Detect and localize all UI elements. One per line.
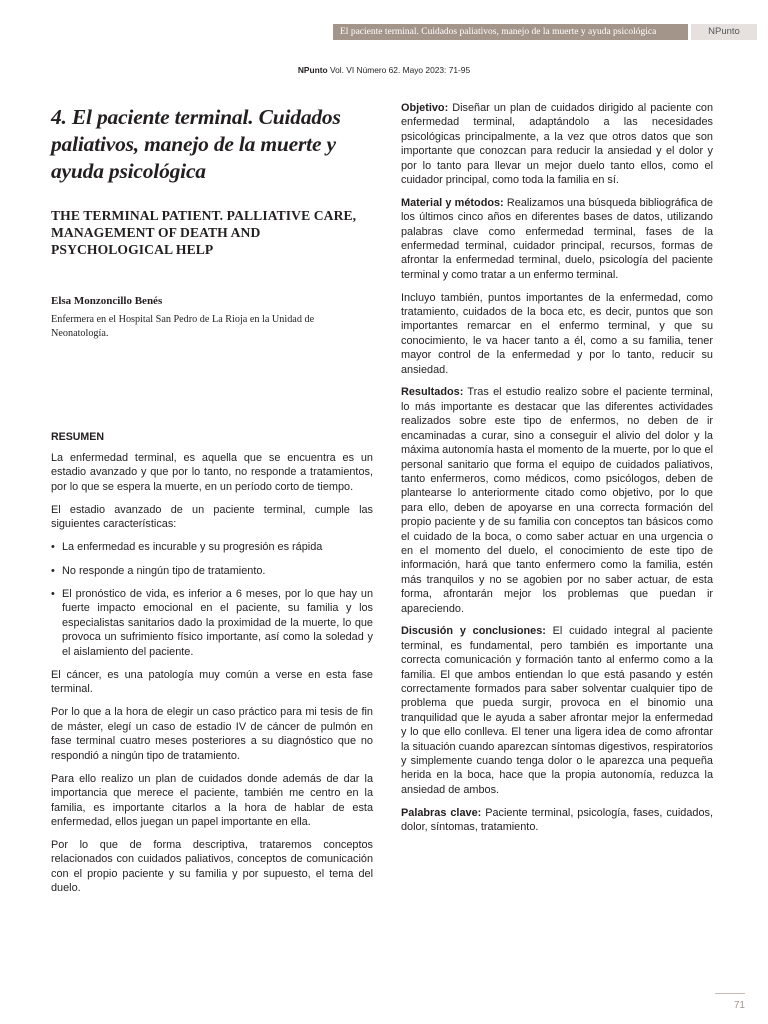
list-item: [51, 587, 373, 659]
palabras-label: Palabras clave:: [401, 806, 482, 819]
author-name: Elsa Monzoncillo Benés: [51, 295, 163, 307]
citation: [0, 65, 768, 75]
objetivo-text: Diseñar un plan de cuidados dirigido al paciente con enfermedad terminal, adaptándolo a las necesidades psicológicas principalmente, a la vez que otros datos que son importante que conozcan para reducir la ansiedad y el dolor y por lo tanto para llevar un mejor duelo tanto ellos, como el cuidador principal, como toda la familia en sí.: [401, 102, 713, 187]
journal-tab: NPunto: [691, 24, 757, 40]
bullet-icon: •: [51, 541, 55, 554]
page-divider: [715, 993, 745, 994]
running-title: El paciente terminal. Cuidados paliativos, manejo de la muerte y ayuda psicológica: [333, 24, 688, 40]
resultados-paragraph: [401, 385, 713, 616]
citation-journal: NPunto: [297, 65, 328, 75]
list-item-text: El pronóstico de vida, es inferior a 6 meses, por lo que hay un fuerte impacto emocional en el paciente, su familia y los especialistas sanitarios dado la proximidad de la muerte, lo que provoca un sufrimiento físico importante, así como la soledad y el aislamiento del paciente.: [62, 588, 373, 658]
bullet-icon: •: [51, 564, 55, 577]
discusion-text: El cuidado integral al paciente terminal, es fundamental, pero también es importante una correcta comunicación y formación tanto al enfermo como a la familia. El que ambos entiendan lo que está pasando y estén correctamente formados para saber solventar cualquier tipo de problema que pueda surgir, provoca en el binomio una tranquilidad que le ayuda a saber afrontar mejor la enfermedad y lo que ello conlleva. El tener una ligera idea de como afrontar la situación cuando aparezcan síntomas digestivos, respiratorios y simplemente cuando tenga dolor o le aparezca una pequeña herida en la boca, hace que la propia autonomía, reduzca la ansiedad de ambos.: [401, 625, 713, 796]
list-item-text: La enfermedad es incurable y su progresión es rápida: [62, 541, 323, 554]
author-affiliation: Enfermera en el Hospital San Pedro de La Rioja en la Unidad de Neonatología.: [51, 314, 315, 339]
palabras-text: Paciente terminal, psicología, fases, cuidados, dolor, síntomas, tratamiento.: [401, 806, 713, 834]
list-item: [51, 564, 373, 578]
running-header: [333, 24, 757, 40]
right-column: [401, 101, 713, 843]
resumen-paragraph-1: La enfermedad terminal, es aquella que se encuentra es un estadio avanzado y que por lo tanto, no responde a tratamientos, por lo que se espera la muerte, en un período corto de tiempo.: [51, 452, 373, 493]
resumen-heading: RESUMEN: [51, 431, 104, 443]
characteristics-list: [51, 540, 373, 659]
resumen-paragraph-2: El estadio avanzado de un paciente terminal, cumple las siguientes características:: [51, 503, 373, 531]
list-item: [51, 540, 373, 554]
incluyo-paragraph: Incluyo también, puntos importantes de la enfermedad, como tratamiento, cuidados de la boca etc, es decir, puntos que son importantes remarcar en el enfermo terminal, y que su conocimiento, le va hacer tanto a él, como a su familia, tener mayor control de la enfermedad y por lo tanto, reducir su ansiedad.: [401, 291, 713, 376]
resultados-text: Tras el estudio realizo sobre el paciente terminal, lo más importante es destacar que las diferentes actividades realizados sobre este tipo de enfermos, no deben de ir encaminadas a curar, sino a conseguir el alivio del dolor y la máxima autonomía hasta el momento de la muerte, por lo que el personal sanitario que forma el equipo de cuidados paliativos, tanto enfermeros, como médicos, como psicólogos, deben de plantearse lo anteriormente citado como objetivo, por lo que para ello, deben de apoyarse en una correcta formación del propio paciente y de su familia con conceptos tan básicos como el cuidado de la boca, o como saber actuar en una urgencia o en el momento del duelo, el conocimiento de este tipo de información, hará que tanto enfermero como la familia, estén más tranquilos y no se agobien por no saber actuar, de esta forma, afrontarán mejor los problemas que puedan ir apareciendo.: [401, 386, 713, 615]
list-item-text: No responde a ningún tipo de tratamiento.: [62, 564, 266, 577]
left-column: [51, 104, 373, 904]
palabras-paragraph: [401, 806, 713, 835]
material-label: Material y métodos:: [401, 196, 504, 209]
resultados-label: Resultados:: [401, 386, 464, 399]
discusion-paragraph: [401, 624, 713, 797]
page-number: 71: [733, 1000, 745, 1011]
material-text: Realizamos una búsqueda bibliográfica de los últimos cinco años en diferentes bases de datos, utilizando palabras clave como enfermedad terminal, fases de la enfermedad terminal, cuidador principal, recursos, formas de afrontar la enfermedad terminal, duelo, psicología del paciente terminal y como tratar a un enfermo terminal.: [401, 196, 713, 281]
objetivo-paragraph: [401, 101, 713, 187]
objetivo-label: Objetivo:: [401, 102, 449, 114]
bullet-icon: •: [51, 588, 55, 601]
article-title: 4. El paciente terminal. Cuidados paliativos, manejo de la muerte y ayuda psicológica: [51, 105, 341, 183]
english-title: THE TERMINAL PATIENT. PALLIATIVE CARE, MANAGEMENT OF DEATH AND PSYCHOLOGICAL HELP: [51, 208, 357, 257]
citation-details: Vol. VI Número 62. Mayo 2023: 71-95: [329, 65, 471, 75]
discusion-label: Discusión y conclusiones:: [401, 625, 546, 638]
resumen-paragraph-6: Por lo que de forma descriptiva, trataremos conceptos relacionados con cuidados paliativos, conceptos de comunicación con el propio paciente y su familia y por supuesto, el tema del duelo.: [51, 838, 373, 895]
resumen-paragraph-3: El cáncer, es una patología muy común a verse en esta fase terminal.: [51, 669, 373, 696]
material-paragraph: [401, 196, 713, 282]
resumen-paragraph-4: Por lo que a la hora de elegir un caso práctico para mi tesis de fin de máster, elegí un caso de estadio IV de cáncer de pulmón en fase terminal cuatro meses posteriores a su diagnóstico que no respondió a ningún tipo de tratamiento.: [51, 706, 373, 762]
resumen-paragraph-5: Para ello realizo un plan de cuidados donde además de dar la importancia que merece el paciente, también me centro en la familia, es importante citarlos a la hora de hablar de esta enfermedad, ellos juegan un papel importante en ella.: [51, 772, 373, 828]
